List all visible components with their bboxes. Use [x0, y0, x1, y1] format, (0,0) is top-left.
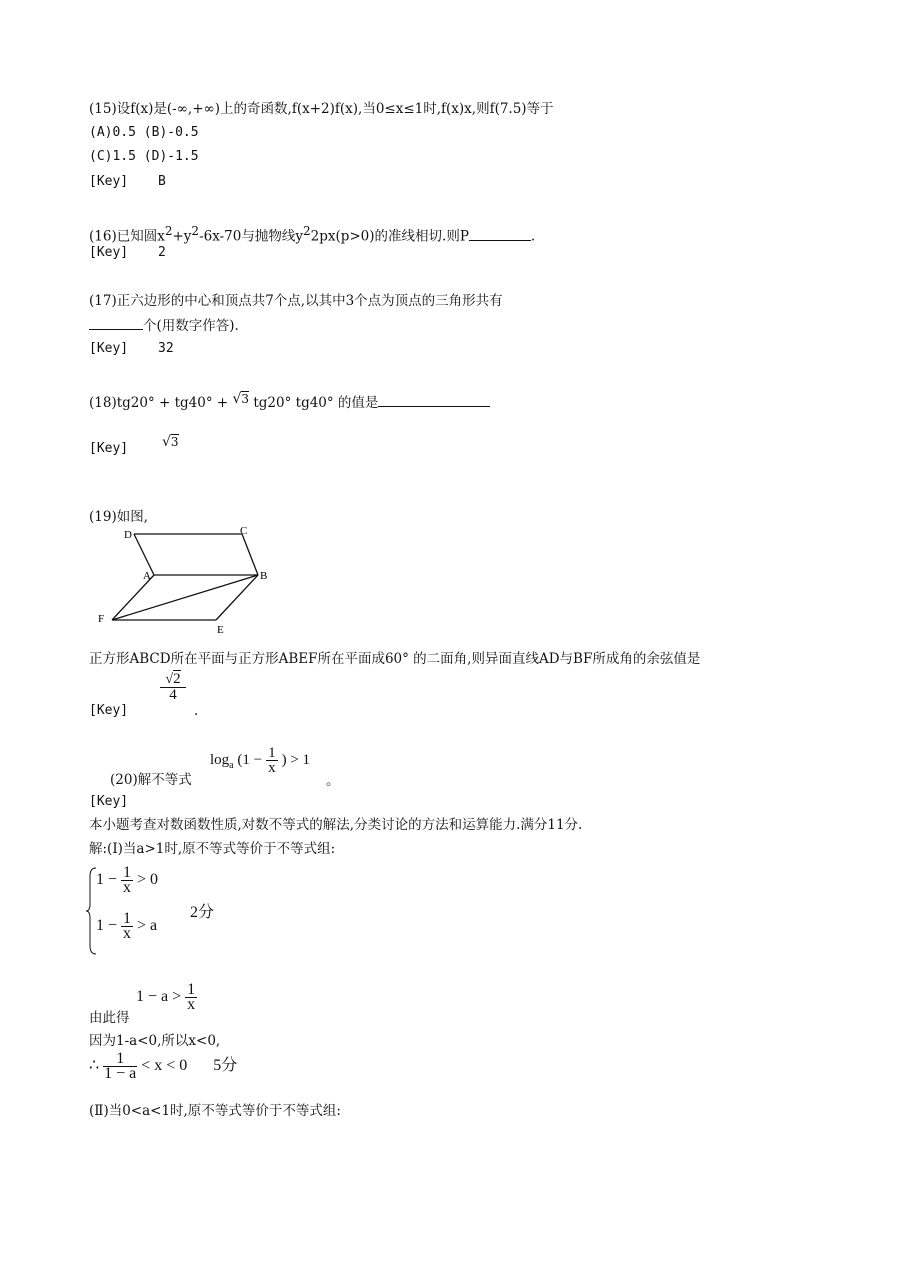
- sys1-a: 1 −: [96, 871, 118, 889]
- q16-stem-b: +y: [172, 228, 192, 245]
- derive-label: 由此得: [89, 1010, 130, 1026]
- q18-sqrt: √3: [232, 391, 250, 407]
- system-line2: [96, 912, 157, 941]
- q15-key-label: [Key]: [89, 174, 129, 189]
- q19-stem: (19)如图,: [89, 509, 149, 525]
- score-1: 2分: [190, 904, 215, 921]
- q19-key-num: 2: [173, 671, 181, 687]
- q19-key-frac: $\frac{√2}{4}$: [160, 672, 186, 702]
- q20-log: log: [210, 751, 230, 768]
- derive-expression: [136, 983, 197, 1012]
- q17-answer-blank: [89, 316, 143, 330]
- q19-figure: [90, 522, 290, 638]
- derive-a: 1 − a >: [136, 988, 182, 1006]
- q20-stem: (20)解不等式: [110, 772, 192, 788]
- system-line1: [96, 866, 158, 895]
- sys2-b: > a: [137, 917, 158, 935]
- q20-log-base: a: [229, 759, 234, 771]
- q16-stem-a: (16)已知圆x: [89, 228, 165, 245]
- q18-key-sqrt: √3: [162, 434, 179, 450]
- sys1-b: > 0: [137, 871, 159, 889]
- q17-key: 32: [158, 341, 174, 356]
- q20-inner-b: ) > 1: [281, 751, 311, 768]
- q19-key-end: .: [194, 703, 199, 719]
- q20-frac-num: 1: [268, 745, 276, 761]
- q18-key-radicand: 3: [170, 435, 179, 449]
- q17-stem-line1: (17)正六边形的中心和顶点共7个点,以其中3个点为顶点的三角形共有: [89, 293, 503, 309]
- q16-sup2: 2: [191, 224, 200, 238]
- q18-answer-blank: [378, 393, 490, 407]
- q17-stem-line2: [89, 316, 239, 335]
- q20-inequality: [210, 746, 310, 775]
- q16-sup3: 2: [302, 224, 311, 238]
- q16-sup1: 2: [164, 224, 173, 238]
- label-e: E: [217, 624, 224, 636]
- q16-key-label: [Key]: [89, 245, 129, 260]
- q18-stem-b: tg20° tg40° 的值是: [253, 395, 379, 411]
- therefore-sign: ∴: [89, 1057, 100, 1075]
- derive-num: 1: [187, 981, 196, 998]
- q19-key-label: [Key]: [89, 703, 129, 718]
- sys2-den: x: [123, 925, 132, 942]
- sys1-num: 1: [123, 864, 132, 881]
- label-f: F: [98, 613, 105, 625]
- q16-stem-end: .: [530, 228, 536, 245]
- sys2-num: 1: [123, 910, 132, 927]
- q20-inner-a: (1 −: [237, 751, 263, 768]
- result-num: 1: [116, 1050, 125, 1067]
- label-c: C: [240, 525, 248, 537]
- result-b: < x < 0: [141, 1057, 188, 1075]
- q16-answer-blank: [469, 227, 531, 241]
- result-den: 1 − a: [104, 1065, 137, 1082]
- q17-key-label: [Key]: [89, 341, 129, 356]
- q20-intro: 本小题考查对数函数性质,对数不等式的解法,分类讨论的方法和运算能力.满分11分.: [89, 817, 583, 833]
- sys1-den: x: [123, 879, 132, 896]
- q20-case1: 解:(Ⅰ)当a>1时,原不等式等价于不等式组:: [89, 841, 336, 857]
- q20-case2: (Ⅱ)当0<a<1时,原不等式等价于不等式组:: [89, 1103, 341, 1119]
- derive-den: x: [187, 996, 196, 1013]
- q16-stem-d: 2px(p>0)的准线相切.则P: [310, 228, 469, 245]
- result-line: [89, 1052, 237, 1081]
- sys2-a: 1 −: [96, 917, 118, 935]
- q20-key-label: [Key]: [89, 794, 129, 809]
- q15-options-ab: (A)0.5 (B)-0.5: [89, 125, 199, 140]
- score-2: 5分: [213, 1057, 238, 1075]
- q16-stem-c: -6x-70与抛物线y: [199, 228, 303, 245]
- q20-stem-end: 。: [326, 773, 340, 789]
- q17-stem-2: 个(用数字作答).: [143, 318, 239, 334]
- edge-fb: [112, 575, 258, 620]
- q19-text: 正方形ABCD所在平面与正方形ABEF所在平面成60° 的二面角,则异面直线AD与BF所成角的余弦值是: [89, 651, 701, 667]
- label-b: B: [260, 570, 268, 582]
- q15-options-cd: (C)1.5 (D)-1.5: [89, 149, 199, 164]
- q15-stem: (15)设f(x)是(-∞,+∞)上的奇函数,f(x+2)f(x),当0≤x≤1时,f(x)x,则f(7.5)等于: [89, 101, 554, 117]
- q15-key: B: [158, 174, 166, 189]
- q18-stem-a: (18)tg20° + tg40° +: [89, 395, 229, 411]
- q18-key-label: [Key]: [89, 441, 129, 456]
- because-line: 因为1-a<0,所以x<0,: [89, 1033, 221, 1049]
- q18-sqrt-radicand: 3: [241, 392, 250, 406]
- q20-frac-den: x: [268, 760, 276, 776]
- edge-da: [134, 534, 154, 575]
- q19-key-den: 4: [169, 687, 177, 703]
- label-a: A: [143, 570, 151, 582]
- q16-stem: [89, 222, 535, 246]
- edge-cb: [242, 534, 258, 575]
- q18-stem: [89, 393, 490, 412]
- q16-key: 2: [158, 245, 166, 260]
- label-d: D: [124, 529, 132, 541]
